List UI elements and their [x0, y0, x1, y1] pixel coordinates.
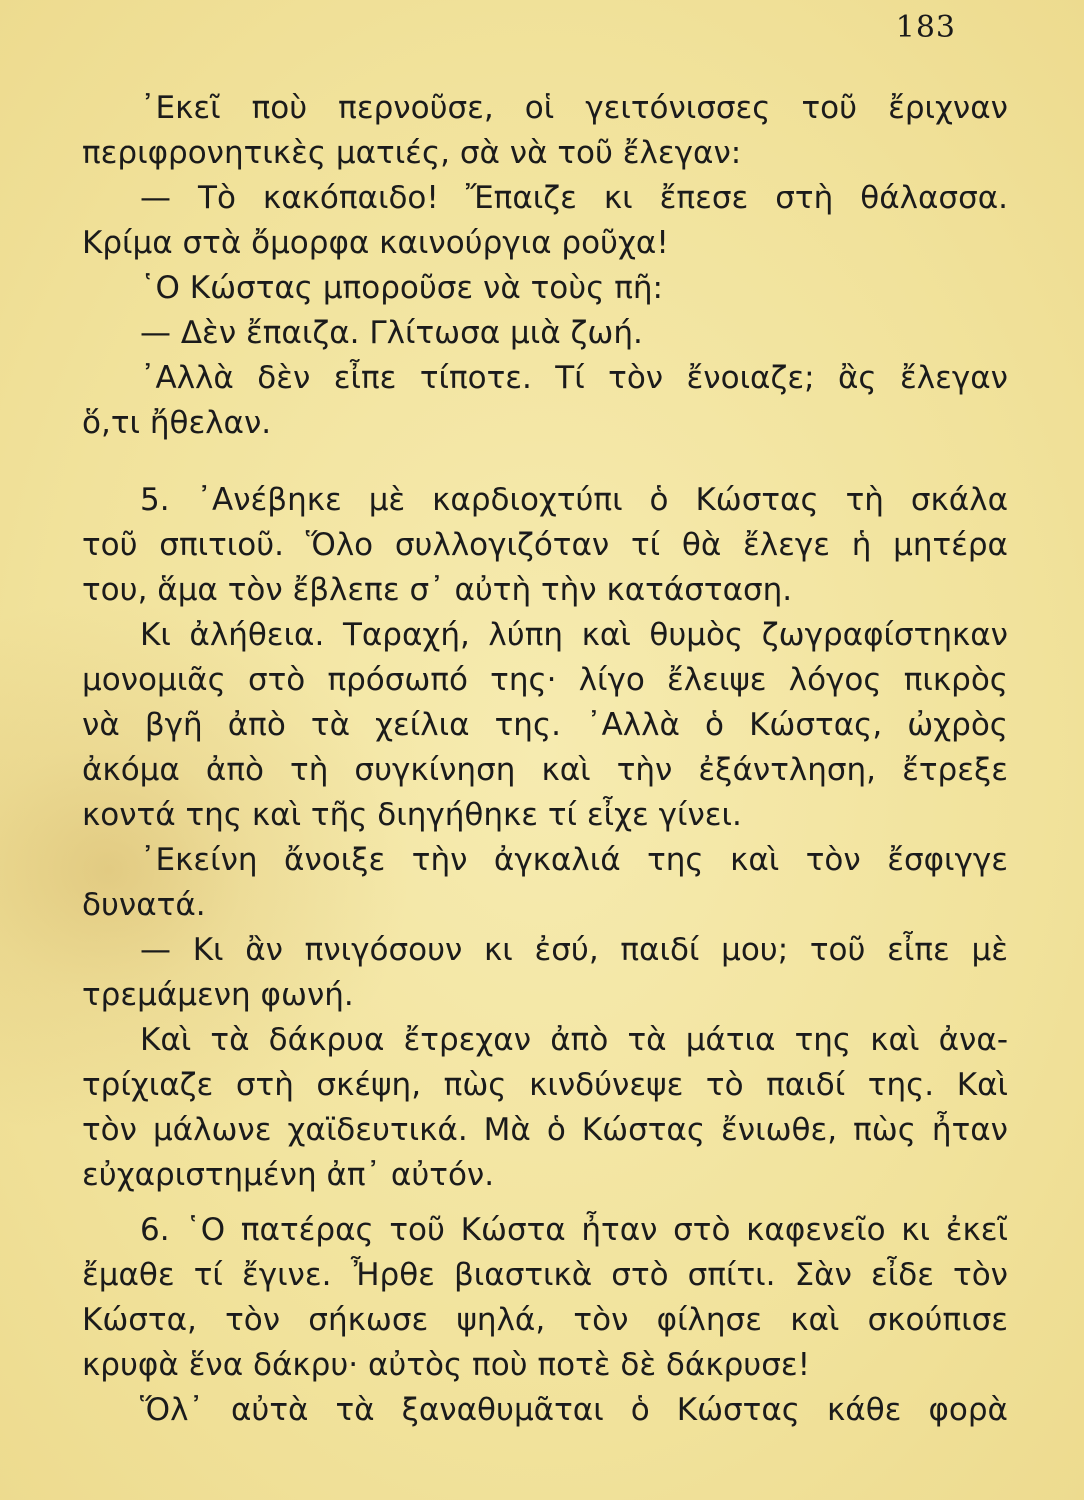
page-number: 183: [895, 10, 956, 45]
text-line: ᾿Εκεῖ ποὺ περνοῦσε, οἱ γειτόνισσες τοῦ ἔριχναν: [140, 90, 1008, 126]
text-line: μονομιᾶς στὸ πρόσωπό της· λίγο ἔλειψε λόγος πικρὸς: [82, 662, 1008, 698]
text-line: ἔμαθε τί ἔγινε. Ἦρθε βιαστικὰ στὸ σπίτι. Σὰν εἶδε τὸν: [82, 1257, 1008, 1293]
text-line: Κρίμα στὰ ὄμορφα καινούργια ροῦχα!: [82, 225, 669, 261]
text-block-1: [82, 86, 1008, 446]
text-line: 5. ᾿Ανέβηκε μὲ καρδιοχτύπι ὁ Κώστας τὴ σκάλα: [140, 482, 1008, 518]
text-line: — Τὸ κακόπαιδο! Ἔπαιζε κι ἔπεσε στὴ θάλασσα.: [140, 180, 1008, 216]
text-line: τὸν μάλωνε χαϊδευτικά. Μὰ ὁ Κώστας ἔνιωθε, πὼς ἦταν: [82, 1112, 1008, 1148]
text-line: — Κι ἂν πνιγόσουν κι ἐσύ, παιδί μου; τοῦ εἶπε μὲ: [140, 932, 1008, 968]
text-line: Καὶ τὰ δάκρυα ἔτρεχαν ἀπὸ τὰ μάτια της καὶ ἀνα-: [140, 1022, 1008, 1058]
text-line: 6. ῾Ο πατέρας τοῦ Κώστα ἦταν στὸ καφενεῖο κι ἐκεῖ: [140, 1212, 1008, 1248]
text-line: ᾿Αλλὰ δὲν εἶπε τίποτε. Τί τὸν ἔνοιαζε; ἂς ἔλεγαν: [140, 360, 1008, 396]
text-line: του, ἅμα τὸν ἔβλεπε σ᾿ αὐτὴ τὴν κατάσταση.: [82, 572, 793, 608]
text-line: περιφρονητικὲς ματιές, σὰ νὰ τοῦ ἔλεγαν:: [82, 135, 742, 171]
text-line: κοντά της καὶ τῆς διηγήθηκε τί εἶχε γίνει.: [82, 797, 742, 833]
text-line: ἀκόμα ἀπὸ τὴ συγκίνηση καὶ τὴν ἐξάντληση, ἔτρεξε: [82, 752, 1008, 788]
text-line: ᾿Εκείνη ἄνοιξε τὴν ἀγκαλιά της καὶ τὸν ἔσφιγγε: [140, 842, 1008, 878]
text-line: δυνατά.: [82, 887, 206, 923]
text-line: εὐχαριστημένη ἀπ᾿ αὐτόν.: [82, 1157, 495, 1193]
text-line: τρίχιαζε στὴ σκέψη, πὼς κινδύνεψε τὸ παιδί της. Καὶ: [82, 1067, 1008, 1103]
text-line: νὰ βγῆ ἀπὸ τὰ χείλια της. ᾿Αλλὰ ὁ Κώστας, ὠχρὸς: [82, 707, 1008, 743]
text-line: — Δὲν ἔπαιζα. Γλίτωσα μιὰ ζωή.: [140, 315, 643, 351]
text-line: τοῦ σπιτιοῦ. Ὅλο συλλογιζόταν τί θὰ ἔλεγε ἡ μητέρα: [82, 527, 1008, 563]
text-block-2: [82, 478, 1008, 1198]
text-line: Κι ἀλήθεια. Ταραχή, λύπη καὶ θυμὸς ζωγραφίστηκαν: [140, 617, 1008, 653]
text-line: ῾Ο Κώστας μποροῦσε νὰ τοὺς πῆ:: [140, 270, 664, 306]
text-line: κρυφὰ ἕνα δάκρυ· αὐτὸς ποὺ ποτὲ δὲ δάκρυσε!: [82, 1347, 811, 1383]
text-line: Ὅλ᾿ αὐτὰ τὰ ξαναθυμᾶται ὁ Κώστας κάθε φορὰ: [140, 1392, 1008, 1428]
text-line: τρεμάμενη φωνή.: [82, 977, 354, 1013]
text-block-3: [82, 1208, 1008, 1433]
text-line: Κώστα, τὸν σήκωσε ψηλά, τὸν φίλησε καὶ σκούπισε: [82, 1302, 1008, 1338]
text-line: ὅ,τι ἤθελαν.: [82, 405, 272, 441]
